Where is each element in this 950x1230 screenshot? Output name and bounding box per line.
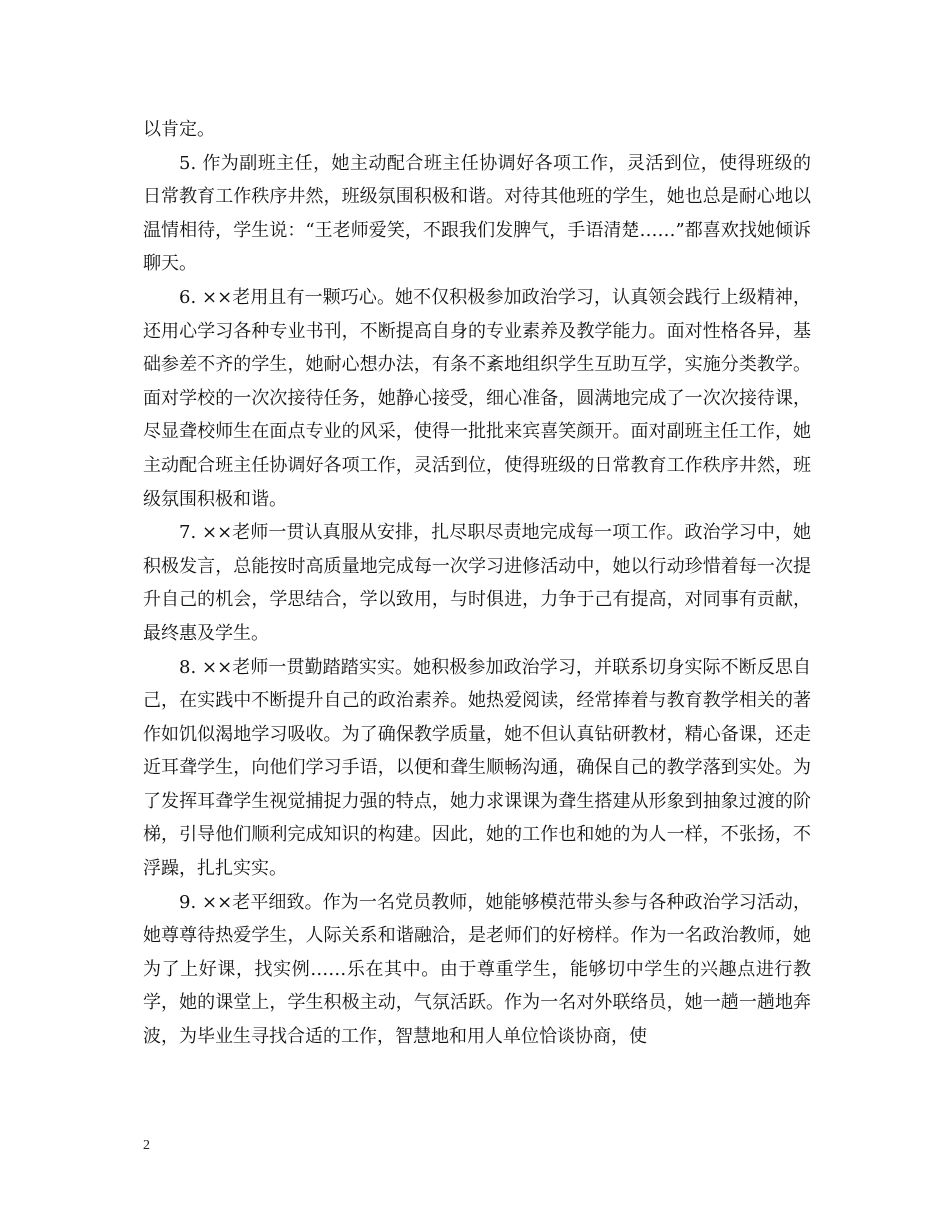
paragraph-item-6: 6. ××老用且有一颗巧心。她不仅积极参加政治学习，认真领会践行上级精神，还用心学习各种专业书刊，不断提高自身的专业素养及教学能力。面对性格各异，基础参差不齐的学生，她耐心想办法，有条不紊地组织学生互助互学，实施分类教学。面对学校的一次次接待任务，她静心接受，细心准备，圆满地完成了一次次接待课，尽显聋校师生在面点专业的风采，使得一批批来宾喜笑颜开。面对副班主任工作，她主动配合班主任协调好各项工作，灵活到位，使得班级的日常教育工作秩序井然，班级氛围积极和谐。 [143, 286, 811, 510]
paragraph-item-8: 8. ××老师一贯勤踏踏实实。她积极参加政治学习，并联系切身实际不断反思自己，在实践中不断提升自己的政治素养。她热爱阅读，经常捧着与教育教学相关的著作如饥似渴地学习吸收。为了确保教学质量，她不但认真钻研教材，精心备课，还走近耳聋学生，向他们学习手语，以便和聋生顺畅沟通，确保自己的教学落到实处。为了发挥耳聋学生视觉捕捉力强的特点，她力求课课为聋生搭建从形象到抽象过渡的阶梯，引导他们顺利完成知识的构建。因此，她的工作也和她的为人一样，不张扬，不浮躁，扎扎实实。 [143, 656, 811, 880]
paragraph-continuation: 以肯定。 [143, 119, 215, 140]
document-body [143, 113, 811, 1054]
paragraph-item-5: 5. 作为副班主任，她主动配合班主任协调好各项工作，灵活到位，使得班级的日常教育工作秩序井然，班级氛围积极和谐。对待其他班的学生，她也总是耐心地以温情相待，学生说：“王老师爱笑，不跟我们发脾气，手语清楚……”都喜欢找她倾诉聊天。 [143, 152, 811, 275]
page-number: 2 [143, 1138, 150, 1153]
paragraph-item-9: 9. ××老平细致。作为一名党员教师，她能够模范带头参与各种政治学习活动，她尊尊待热爱学生，人际关系和谐融洽，是老师们的好榜样。作为一名政治教师，她为了上好课，找实例……乐在其中。由于尊重学生，能够切中学生的兴趣点进行教学，她的课堂上，学生积极主动，气氛活跃。作为一名对外联络员，她一趟一趟地奔波，为毕业生寻找合适的工作，智慧地和用人单位恰谈协商，使 [143, 891, 811, 1048]
paragraph-item-7: 7. ××老师一贯认真服从安排，扎尽职尽责地完成每一项工作。政治学习中，她积极发言，总能按时高质量地完成每一次学习进修活动中，她以行动珍惜着每一次提升自己的机会，学思结合，学以致用，与时俱进，力争于己有提高，对同事有贡献，最终惠及学生。 [143, 522, 811, 644]
